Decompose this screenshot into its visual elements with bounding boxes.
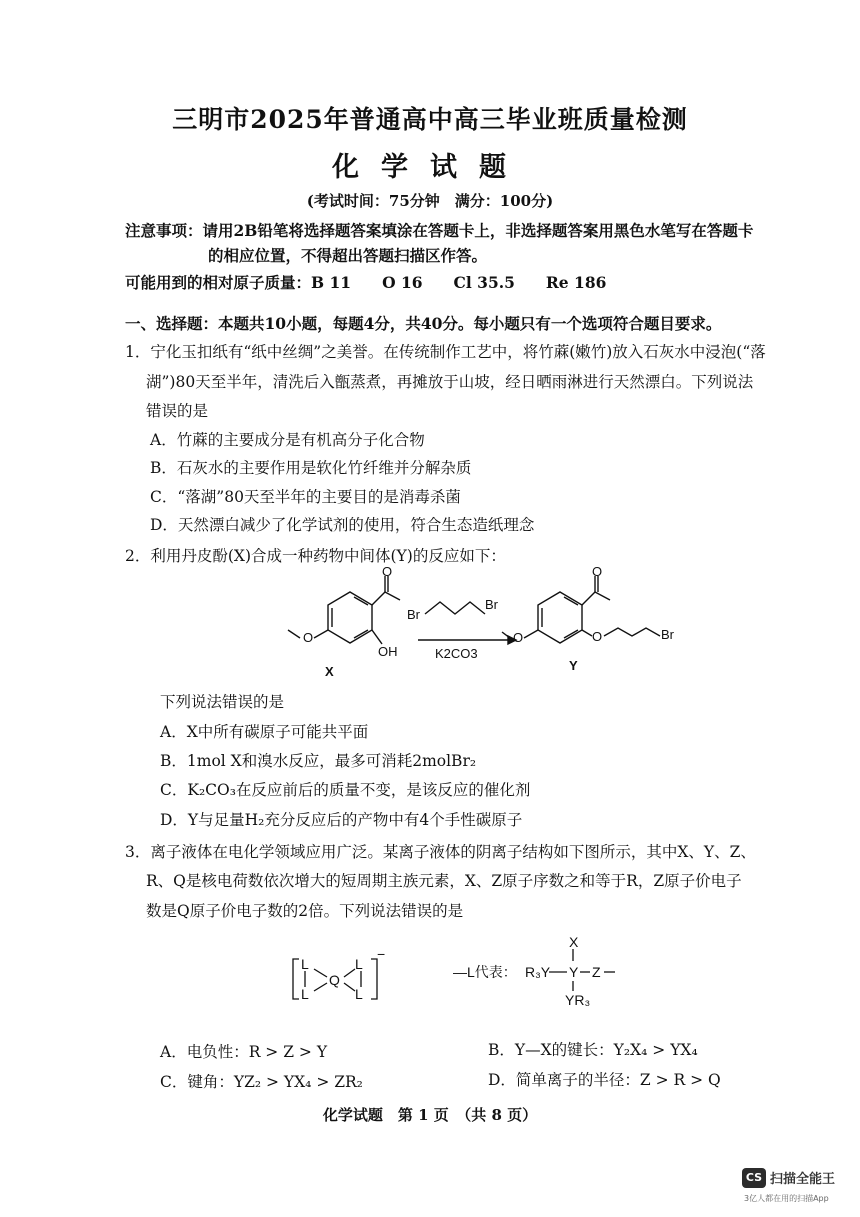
ligand-l-bottom-right: L [355, 986, 363, 1002]
ligand-l-top-left: L [301, 956, 309, 972]
q3-line-1: 3．离子液体在电化学领域应用广泛。某离子液体的阴离子结构如下图所示，其中X、Y、Z、 [125, 843, 756, 861]
atomic-masses: 可能用到的相对原子质量：B 11 O 16 Cl 35.5 Re 186 [125, 273, 607, 292]
legend-z: Z [592, 964, 601, 980]
q3-option-d: D．简单离子的半径：Z > R > Q [488, 1071, 721, 1089]
legend-label: —L代表： [453, 964, 517, 980]
legend-r3y: R₃Y [525, 964, 551, 980]
reagent-base: K2CO3 [435, 646, 478, 661]
exam-subject: 化学试题 [332, 152, 528, 183]
notes-line-1: 注意事项：请用2B铅笔将选择题答案填涂在答题卡上，非选择题答案用黑色水笔写在答题卡 [125, 221, 754, 240]
q3-option-a: A．电负性：R > Z > Y [160, 1043, 328, 1061]
legend-y: Y [569, 964, 579, 980]
q2-option-a: A．X中所有碳原子可能共平面 [160, 723, 369, 741]
legend-x: X [569, 934, 579, 950]
product-br: Br [661, 627, 674, 642]
anion-charge: − [377, 946, 386, 962]
q1-option-b: B．石灰水的主要作用是软化竹纤维并分解杂质 [150, 459, 472, 477]
page-footer: 化学试题 第 1 页 （共 8 页） [322, 1106, 538, 1124]
exam-info: (考试时间：75分钟 满分：100分) [306, 192, 554, 210]
reaction-scheme [270, 564, 710, 687]
q1-line-3: 错误的是 [146, 402, 209, 420]
q3-option-c: C．键角：YZ₂ > YX₄ > ZR₂ [160, 1073, 363, 1091]
reagent-br-right: Br [485, 597, 498, 612]
q3-option-b: B．Y—X的键长：Y₂X₄ > YX₄ [488, 1041, 698, 1059]
q1-option-c: C．“落湖”80天至半年的主要目的是消毒杀菌 [150, 488, 461, 506]
notes-line-2: 的相应位置，不得超出答题扫描区作答。 [208, 246, 488, 265]
q3-line-3: 数是Q原子价电子数的2倍。下列说法错误的是 [146, 902, 464, 920]
x-benzene-ring [328, 592, 372, 643]
ligand-l-bottom-left: L [301, 986, 309, 1002]
q2-option-d: D．Y与足量H₂充分反应后的产物中有4个手性碳原子 [160, 811, 523, 829]
label-x: X [325, 664, 334, 679]
q1-option-d: D．天然漂白减少了化学试剂的使用，符合生态造纸理念 [150, 516, 535, 534]
x-ether-o: O [303, 630, 314, 645]
y-benzene-ring [538, 592, 582, 643]
q1-line-1: 1．宁化玉扣纸有“纸中丝绸”之美誉。在传统制作工艺中，将竹蔴(嫩竹)放入石灰水中浸泡(“落 [125, 343, 766, 361]
q2-option-b: B．1mol X和溴水反应，最多可消耗2molBr₂ [160, 752, 477, 770]
legend-yr3: YR₃ [565, 992, 591, 1008]
q3-line-2: R、Q是核电荷数依次增大的短周期主族元素，X、Z原子序数之和等于R，Z原子价电子 [146, 872, 742, 890]
central-q: Q [329, 972, 340, 988]
y-ether-o: O [592, 629, 603, 644]
camscanner-tagline: 3亿人都在用的扫描App [744, 1194, 829, 1203]
q2-line-1: 2．利用丹皮酚(X)合成一种药物中间体(Y)的反应如下： [125, 547, 506, 565]
camscanner-name: 扫描全能王 [770, 1172, 836, 1187]
y-carbonyl-o: O [592, 564, 603, 579]
q2-option-c: C．K₂CO₃在反应前后的质量不变，是该反应的催化剂 [160, 781, 531, 799]
exam-title: 三明市2025年普通高中高三毕业班质量检测 [172, 105, 688, 134]
x-carbonyl-o: O [382, 564, 393, 579]
y-methoxy-o: O [513, 630, 524, 645]
section-heading: 一、选择题：本题共10小题，每题4分，共40分。每小题只有一个选项符合题目要求。 [125, 314, 722, 333]
q1-option-a: A．竹蔴的主要成分是有机高分子化合物 [150, 431, 425, 449]
reagent-br-left: Br [407, 607, 420, 622]
ligand-l-top-right: L [355, 956, 363, 972]
q1-line-2: 湖”)80天至半年，清洗后入甑蒸煮，再摊放于山坡，经日晒雨淋进行天然漂白。下列说法 [146, 373, 754, 391]
x-oh-label: OH [378, 644, 398, 659]
q2-prompt: 下列说法错误的是 [160, 693, 285, 711]
label-y: Y [569, 658, 578, 673]
anion-structure [285, 935, 655, 1015]
camscanner-logo-icon: CS [742, 1168, 766, 1188]
